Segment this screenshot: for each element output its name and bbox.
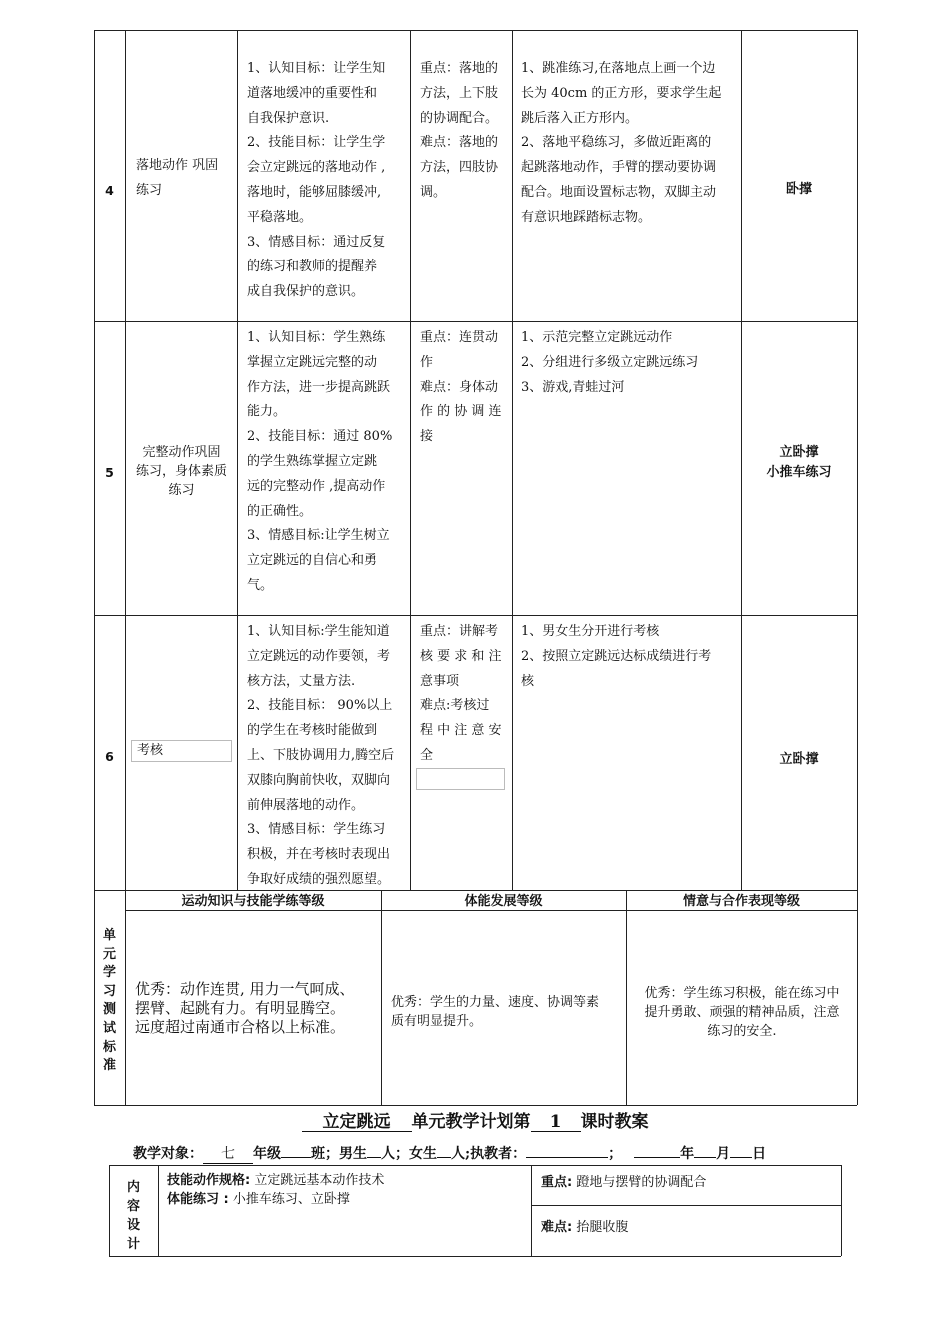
- target-label: 教学对象：: [133, 1146, 203, 1162]
- lesson-title-middle: 单元教学计划第: [411, 1112, 531, 1132]
- standards-header-attitude: 情意与合作表现等级: [682, 894, 800, 909]
- male-blank: [367, 1157, 381, 1158]
- skill-spec: [167, 1171, 529, 1190]
- skill-spec-value: 立定跳远基本动作技术: [250, 1173, 385, 1188]
- standards-side-label: 单 元 学 习 测 试 标 准: [102, 928, 116, 1074]
- day-blank: [730, 1157, 752, 1158]
- year-blank: [634, 1157, 680, 1158]
- month-blank: [694, 1157, 716, 1158]
- fitness-practice-value: 小推车练习、立卧撑: [228, 1192, 350, 1207]
- row-fitness: 立卧撑: [779, 752, 819, 767]
- lesson-title-number: 1: [531, 1113, 581, 1132]
- lesson-title: [0, 1111, 950, 1133]
- row-activity-name: 落地动作 巩固 练习: [136, 158, 219, 198]
- lesson-title-end: 课时教案: [580, 1112, 649, 1132]
- row-goals: 1、认知目标：学生熟练 掌握立定跳远完整的动 作方法，进一步提高跳跃 能力。 2、技能目标：通过 80% 的学生熟练掌握立定跳 远的完整动作 ,提高动作 的正确性。 3、情感目标:让学生树立 立定跳远的自信心和勇 气。: [247, 330, 393, 593]
- grade-value: 七: [203, 1145, 253, 1164]
- row-number: 4: [105, 183, 114, 198]
- key-point-label: 重点:: [541, 1175, 573, 1190]
- fitness-practice-label: 体能练习 :: [167, 1192, 229, 1207]
- standards-header-skill: 运动知识与技能学练等级: [181, 894, 325, 909]
- lesson-title-unit: 立定跳远: [302, 1113, 412, 1132]
- male-suffix: 人；女生: [381, 1146, 437, 1162]
- female-blank: [437, 1157, 451, 1158]
- fitness-practice: [167, 1190, 529, 1209]
- class-blank: [281, 1157, 311, 1158]
- row-key-points: 重点：讲解考 核 要 求 和 注 意事项 难点:考核过 程 中 注 意 安 全: [420, 624, 502, 763]
- teacher-blank: [526, 1157, 608, 1158]
- row-fitness: 卧撑: [785, 182, 812, 197]
- female-suffix: 人;执教者：: [451, 1146, 527, 1162]
- key-point-value: 蹬地与摆臂的协调配合: [572, 1175, 707, 1190]
- row-fitness: 立卧撑 小推车练习: [766, 445, 832, 480]
- row-number: 5: [105, 465, 114, 480]
- day-suffix: 日: [752, 1146, 767, 1162]
- standards-attitude-text: 优秀：学生练习积极，能在练习中 提升勇敢、顽强的精神品质，注意 练习的安全.: [644, 986, 840, 1039]
- key-point: [541, 1173, 839, 1192]
- grade-suffix: 年级: [253, 1146, 281, 1162]
- skill-spec-label: 技能动作规格:: [167, 1173, 251, 1188]
- row-key-points: 重点：连贯动 作 难点：身体动 作 的 协 调 连 接: [420, 330, 502, 445]
- month-suffix: 月: [716, 1146, 731, 1162]
- standards-fitness-text: 优秀：学生的力量、速度、协调等素 质有明显提升。: [391, 995, 600, 1029]
- standards-header-fitness: 体能发展等级: [464, 894, 543, 909]
- difficulty-point-label: 难点:: [541, 1220, 573, 1235]
- difficulty-point-value: 抬腿收腹: [572, 1220, 629, 1235]
- year-suffix: 年: [680, 1146, 695, 1162]
- row-methods: 1、跳准练习,在落地点上画一个边 长为 40cm 的正方形，要求学生起 跳后落入正方形内。 2、落地平稳练习，多做近距离的 起跳落地动作，手臂的摆动要协调 配合。地面设置标志物，双脚主动 有意识地踩踏标志物。: [521, 61, 722, 225]
- row-methods: 1、男女生分开进行考核 2、按照立定跳远达标成绩进行考 核: [521, 624, 712, 689]
- row-key-points: 重点：落地的 方法，上下肢 的协调配合。 难点：落地的 方法，四肢协 调。: [420, 61, 499, 200]
- row-activity-name: 考核: [137, 743, 164, 758]
- separator: ；: [608, 1146, 623, 1162]
- content-design-side-label: 内 容 设 计: [126, 1180, 140, 1252]
- row-activity-name: 完整动作巩固 练习，身体素质 练习: [135, 445, 227, 498]
- difficulty-point: [541, 1218, 839, 1237]
- teaching-info-line: [133, 1144, 853, 1164]
- class-suffix: 班；男生: [311, 1146, 367, 1162]
- row-methods: 1、示范完整立定跳远动作 2、分组进行多级立定跳远练习 3、游戏,青蛙过河: [521, 330, 699, 395]
- standards-skill-text: 优秀：动作连贯, 用力一气呵成、 摆臂、起跳有力。有明显腾空。 远度超过南通市合格以上标准。: [135, 980, 355, 1036]
- row-goals: 1、认知目标：让学生知 道落地缓冲的重要性和 自我保护意识. 2、技能目标：让学生学 会立定跳远的落地动作 , 落地时，能够屈膝缓冲, 平稳落地。 3、情感目标：通过反复 的练习和教师的提醒养 成自我保护的意识。: [247, 61, 386, 300]
- row-goals: 1、认知目标:学生能知道 立定跳远的动作要领，考 核方法，丈量方法. 2、技能目标： 90%以上 的学生在考核时能做到 上、下肢协调用力,腾空后 双膝向胸前快收，双脚向 前伸展落地的动作。 3、情感目标：学生练习 积极，并在考核时表现出 争取好成绩的强烈愿望。: [247, 624, 395, 887]
- row-number: 6: [105, 749, 114, 764]
- empty-text-box: [416, 768, 505, 790]
